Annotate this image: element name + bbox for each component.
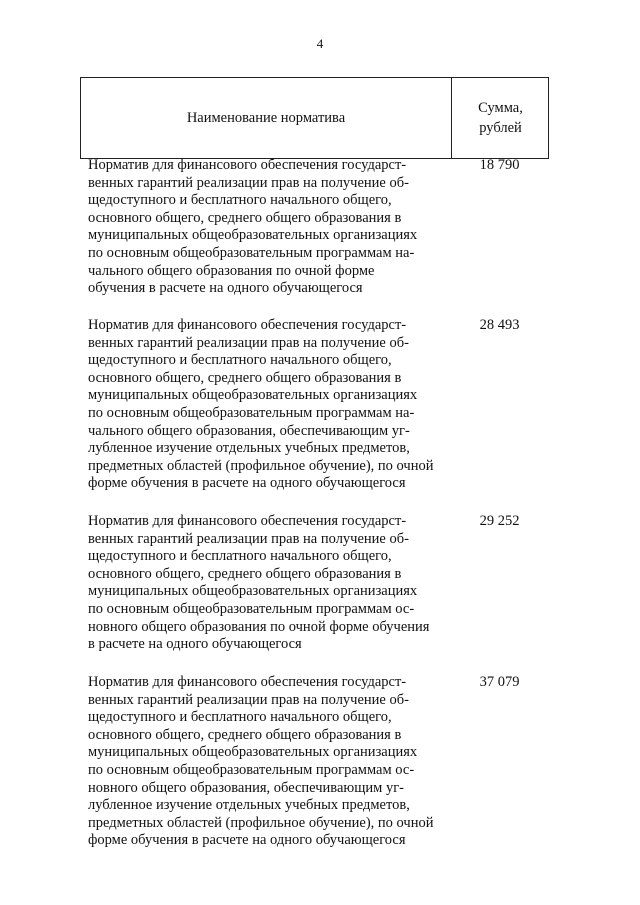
row-sum: 28 493 — [479, 317, 520, 333]
row-sum: 29 252 — [479, 513, 520, 529]
row-description: Норматив для финансового обеспечения государст- венных гарантий реализации прав на получение об- щедоступного и бесплатного начального общего, основного общего, среднего общего образования в муниципальных общеобразовательных организациях по основным общеобразовательным программам ос- новного общего образования, обеспечивающим уг- лубленное изучение отдельных учебных предметов, предметных областей (профильное обучение), по очной форме обучения в расчете на одного обучающегося — [88, 674, 434, 849]
page-number: 4 — [316, 36, 324, 51]
row-sum: 37 079 — [479, 674, 520, 690]
table-header — [80, 77, 549, 159]
column-header-sum — [452, 78, 549, 158]
row-description: Норматив для финансового обеспечения государст- венных гарантий реализации прав на получение об- щедоступного и бесплатного начального общего, основного общего, среднего общего образования в муниципальных общеобразовательных организациях по основным общеобразовательным программам ос- новного общего образования по очной форме обучения в расчете на одного обучающегося — [88, 513, 430, 653]
column-header-sum-line2: рублей — [479, 120, 522, 136]
row-description: Норматив для финансового обеспечения государст- венных гарантий реализации прав на получение об- щедоступного и бесплатного начального общего, основного общего, среднего общего образования в муниципальных общеобразовательных организациях по основным общеобразовательным программам на- чального общего образования, обеспечивающим уг- лубленное изучение отдельных учебных предметов, предметных областей (профильное обучение), по очной форме обучения в расчете на одного обучающегося — [88, 317, 434, 492]
row-sum: 18 790 — [479, 157, 520, 173]
column-header-name: Наименование норматива — [186, 109, 346, 126]
row-description: Норматив для финансового обеспечения государст- венных гарантий реализации прав на получение об- щедоступного и бесплатного начального общего, основного общего, среднего общего образования в муниципальных общеобразовательных организациях по основным общеобразовательным программам на- чального общего образования по очной форме обучения в расчете на одного обучающегося — [88, 157, 418, 297]
column-header-sum-line1: Сумма, — [478, 100, 523, 116]
